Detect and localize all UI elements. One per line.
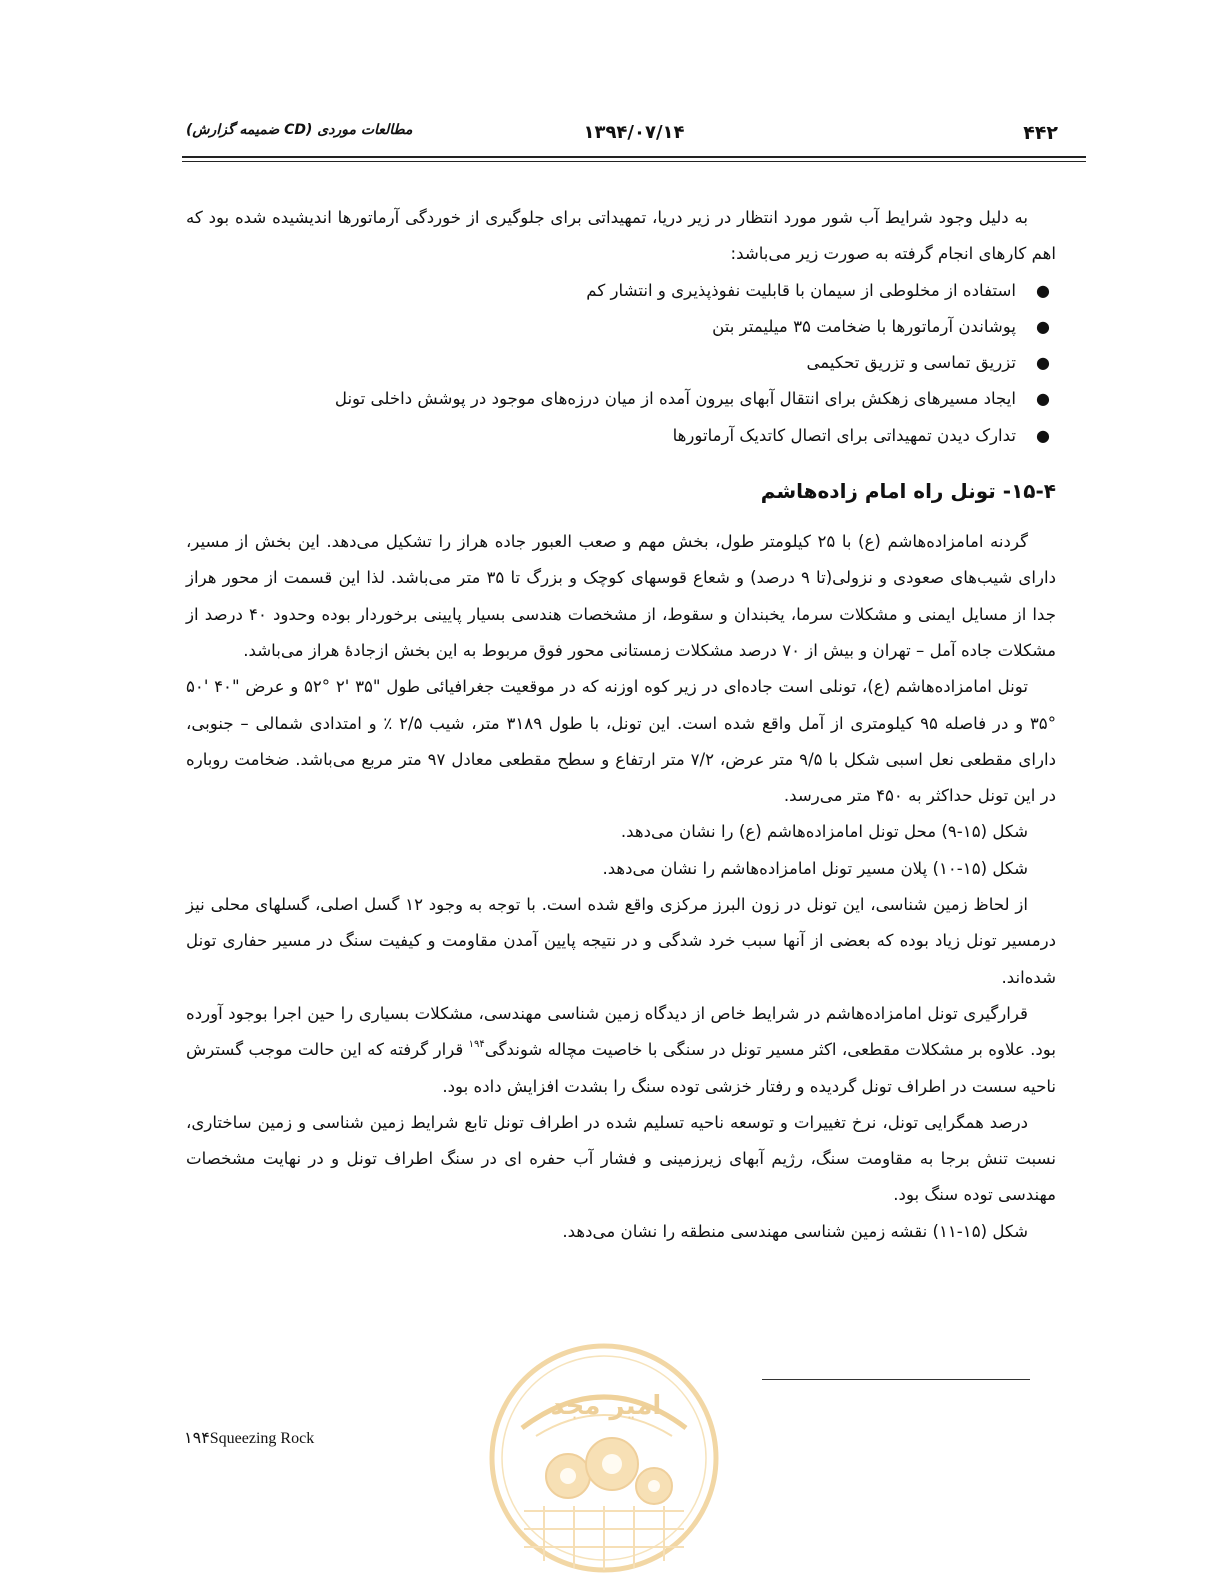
header-rule-thick: [182, 156, 1086, 158]
footnote-marker[interactable]: ۱۹۴: [468, 1039, 485, 1051]
figure-reference: شکل (۱۵-۱۱) نقشه زمین شناسی مهندسی منطقه را نشان می‌دهد.: [562, 1221, 1028, 1241]
body-paragraph: از لحاظ زمین شناسی، این تونل در زون البرز مرکزی واقع شده است. با توجه به وجود ۱۲ گسل اصلی، گسلهای محلی نیز درمسیر تونل زیاد بوده که بعضی از آنها سبب خرد شدگی و در نتیجه پایین آمدن مقاومت و کیفیت سنگ در مسیر حفاری تونل شده‌اند.: [186, 895, 1056, 987]
bullet-item: [186, 381, 1050, 417]
body-paragraph: [186, 996, 1056, 1105]
header-rule-thin: [182, 161, 1086, 162]
bullet-text: ایجاد مسیرهای زهکش برای انتقال آبهای بیرون آمده از میان درزه‌های موجود در پوشش داخلی تونل: [334, 389, 1016, 409]
footnote-text: Squeezing Rock: [209, 1430, 315, 1447]
paragraph-text: قرار گرفته که این حالت موجب گسترش ناحیه سست در اطراف تونل گردیده و رفتار خزشی توده سنگ را بشدت افزایش داده بود.: [186, 1040, 1056, 1096]
bullet-icon: ●: [1036, 353, 1050, 373]
watermark-logo: [484, 1336, 724, 1584]
bullet-icon: ●: [1036, 389, 1050, 409]
footnote-number: ۱۹۴: [184, 1430, 210, 1447]
bullet-text: استفاده از مخلوطی از سیمان با قابلیت نفوذپذیری و انتشار کم: [586, 280, 1016, 300]
bullet-icon: ●: [1036, 280, 1050, 300]
watermark-logo-text: امیر مجد: [550, 1391, 662, 1421]
body-content: [186, 200, 1056, 1250]
body-paragraph: گردنه امامزاده‌هاشم (ع) با ۲۵ کیلومتر طول، بخش مهم و صعب العبور جاده هراز را تشکیل می‌دهد. این بخش از مسیر، دارای شیب‌های صعودی و نزولی(تا ۹ درصد) و شعاع قوسهای کوچک و بزرگ تا ۳۵ متر می‌باشد. لذا این قسمت از محور هراز جدا از مسایل ایمنی و مشکلات سرما، یخبندان و سقوط، از مشخصات هندسی بسیار پایینی برخوردار بوده وحدود ۴۰ درصد از مشکلات جاده آمل – تهران و بیش از ۷۰ درصد مشکلات زمستانی محور فوق مربوط به این بخش ازجادهٔ هراز می‌باشد.: [186, 532, 1056, 660]
bullet-item: [186, 345, 1050, 381]
footnote: [184, 1428, 314, 1448]
body-paragraph: تونل امامزاده‌هاشم (ع)، تونلی است جاده‌ای در زیر کوه اوزنه که در موقعیت جغرافیائی طول "۳۵ '۲ °۵۲ و عرض "۴۰ '۵۰ °۳۵ و در فاصله ۹۵ کیلومتری از آمل واقع شده است. این تونل، با طول ۳۱۸۹ متر، شیب ۲/۵ ٪ و امتدادی شمالی – جنوبی، دارای مقطعی نعل اسبی شکل با ۹/۵ متر عرض، ۷/۲ متر ارتفاع و سطح مقطعی معادل ۹۷ متر مربع می‌باشد. ضخامت روباره در این تونل حداکثر به ۴۵۰ متر می‌رسد.: [186, 677, 1057, 806]
bullet-text: تزریق تماسی و تزریق تحکیمی: [806, 353, 1016, 373]
bullet-icon: ●: [1036, 316, 1050, 336]
bullet-icon: ●: [1036, 425, 1050, 445]
page-header: [182, 118, 1086, 152]
bullet-text: تدارک دیدن تمهیداتی برای اتصال کاتدیک آرماتورها: [672, 425, 1016, 445]
intro-paragraph: به دلیل وجود شرایط آب شور مورد انتظار در زیر دریا، تمهیداتی برای جلوگیری از خوردگی آرماتورها اندیشیده شده بود که اهم کارهای انجام گرفته به صورت زیر می‌باشد:: [186, 208, 1056, 264]
bullet-item: [186, 418, 1050, 454]
bullet-list: [186, 273, 1056, 454]
bullet-item: [186, 309, 1050, 345]
bullet-text: پوشاندن آرماتورها با ضخامت ۳۵ میلیمتر بتن: [712, 316, 1016, 336]
header-document-title: مطالعات موردی (CD ضمیمه گزارش): [186, 122, 413, 138]
footnote-separator: [762, 1379, 1030, 1380]
section-heading: ۱۵-۴- تونل راه امام زاده‌هاشم: [760, 479, 1056, 504]
bullet-item: [186, 273, 1050, 309]
page-number: ۴۴۲: [1023, 122, 1058, 144]
header-date: ۱۳۹۴/۰۷/۱۴: [583, 122, 685, 143]
paragraph-text: قرارگیری تونل امامزاده‌هاشم در شرایط خاص از دیدگاه زمین شناسی مهندسی، مشکلات بسیاری را حین اجرا بوجود آورده بود. علاوه بر مشکلات مقطعی، اکثر مسیر تونل در سنگی با خاصیت مچاله شوندگی: [186, 1003, 1056, 1060]
figure-reference: شکل (۱۵-۹) محل تونل امامزاده‌هاشم (ع) را نشان می‌دهد.: [620, 822, 1028, 842]
body-paragraph: درصد همگرایی تونل، نرخ تغییرات و توسعه ناحیه تسلیم شده در اطراف تونل تابع شرایط زمین شناسی و زمین ساختاری، نسبت تنش برجا به مقاومت سنگ، رژیم آبهای زیرزمینی و فشار آب حفره ای در سنگ اطراف تونل و در نهایت مشخصات مهندسی توده سنگ بود.: [186, 1112, 1056, 1205]
figure-reference: شکل (۱۵-۱۰) پلان مسیر تونل امامزاده‌هاشم را نشان می‌دهد.: [602, 858, 1028, 878]
